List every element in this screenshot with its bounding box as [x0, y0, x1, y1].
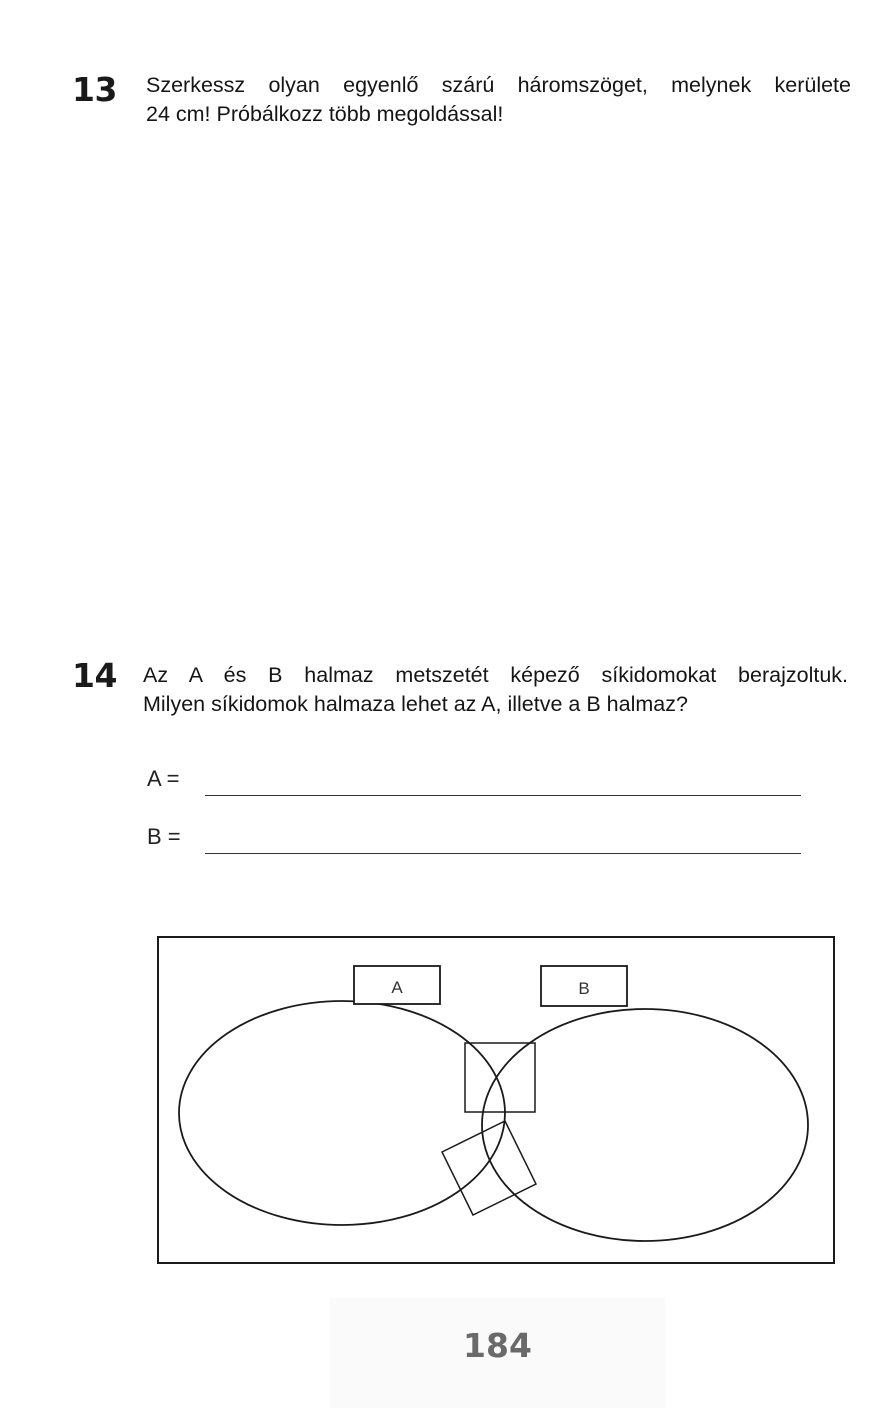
task-14-line-1: Az A és B halmaz metszetét képező síkidomokat berajzoltuk.: [143, 663, 848, 687]
set-b-ellipse: [482, 1009, 808, 1241]
set-a-ellipse: [179, 1001, 505, 1225]
answer-a-label: A =: [147, 766, 180, 791]
page-number-box: [330, 1298, 665, 1408]
square-shape: [465, 1043, 535, 1112]
universal-set-frame: [158, 937, 834, 1263]
task-13-line-1: Szerkessz olyan egyenlő szárú háromszöget, melynek kerülete: [146, 73, 851, 97]
task-14-line-2: Milyen síkidomok halmaza lehet az A, illetve a B halmaz?: [143, 692, 688, 716]
task-13-line-2: 24 cm! Próbálkozz több megoldással!: [146, 102, 504, 126]
page-number: 184: [463, 1326, 532, 1365]
task-13-number: 13: [72, 70, 117, 109]
task-14-number: 14: [72, 656, 117, 695]
set-b-label: B: [578, 979, 590, 998]
set-a-label: A: [391, 978, 403, 997]
answer-b-label: B =: [147, 824, 181, 849]
